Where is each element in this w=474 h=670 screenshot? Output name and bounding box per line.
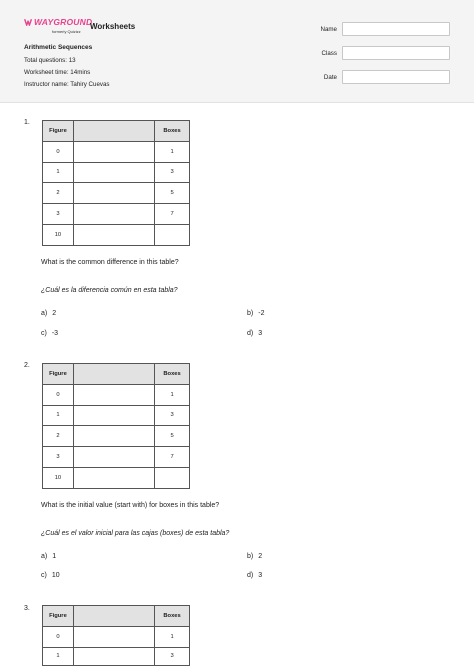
table-row	[43, 162, 190, 183]
brand-title: Worksheets	[90, 22, 136, 31]
option-b[interactable]	[247, 553, 262, 560]
cell	[73, 426, 154, 447]
cell	[155, 467, 190, 488]
header-blank	[73, 364, 154, 385]
option-c[interactable]	[41, 572, 60, 579]
cell	[73, 405, 154, 426]
cell: 3	[155, 405, 190, 426]
cell	[73, 384, 154, 405]
table-row	[43, 405, 190, 426]
cell	[73, 141, 154, 162]
instructor-name: Instructor name: Tahiry Cuevas	[24, 81, 110, 88]
cell	[73, 467, 154, 488]
wayground-logo	[24, 17, 93, 37]
header-figure: Figure	[43, 606, 74, 627]
option-a[interactable]	[41, 553, 56, 560]
cell: 1	[43, 647, 74, 665]
class-label: Class	[321, 50, 337, 57]
option-letter: b)	[247, 310, 254, 317]
cell: 3	[43, 447, 74, 468]
table-row	[43, 204, 190, 225]
cell	[73, 204, 154, 225]
cell: 0	[43, 626, 74, 647]
option-text: 2	[52, 310, 57, 317]
question-text-en: What is the initial value (start with) for boxes in this table?	[41, 502, 220, 509]
figure-boxes-table	[42, 120, 190, 246]
question-number: 3.	[24, 605, 30, 612]
option-letter: a)	[41, 553, 48, 560]
cell: 3	[43, 204, 74, 225]
figure-boxes-table	[42, 605, 190, 666]
option-text: 3	[258, 330, 263, 337]
cell: 0	[43, 141, 74, 162]
question-number: 2.	[24, 362, 30, 369]
table-header-row	[43, 364, 190, 385]
class-field[interactable]	[342, 46, 450, 60]
cell: 7	[155, 204, 190, 225]
header-boxes: Boxes	[155, 364, 190, 385]
cell: 1	[155, 141, 190, 162]
option-c[interactable]	[41, 330, 58, 337]
cell: 10	[43, 467, 74, 488]
option-letter: d)	[247, 572, 254, 579]
worksheet-title: Arithmetic Sequences	[24, 44, 93, 51]
cell	[73, 647, 154, 665]
table-row	[43, 183, 190, 204]
cell	[73, 162, 154, 183]
header-blank	[73, 606, 154, 627]
option-text: 1	[52, 553, 57, 560]
cell	[73, 183, 154, 204]
question-text-es: ¿Cuál es la diferencia común en esta tabla?	[41, 287, 178, 294]
header-blank	[73, 121, 154, 142]
option-d[interactable]	[247, 330, 262, 337]
option-text: -2	[258, 310, 265, 317]
cell: 5	[155, 183, 190, 204]
table-row	[43, 447, 190, 468]
logo-text: WAYGROUND	[34, 17, 93, 27]
option-letter: d)	[247, 330, 254, 337]
option-a[interactable]	[41, 310, 56, 317]
table-row	[43, 426, 190, 447]
cell: 0	[43, 384, 74, 405]
option-text: 2	[258, 553, 263, 560]
question-text-es: ¿Cuál es el valor inicial para las cajas (boxes) de esta tabla?	[41, 530, 230, 537]
cell: 3	[155, 162, 190, 183]
name-label: Name	[320, 26, 337, 33]
cell: 5	[155, 426, 190, 447]
cell: 3	[155, 647, 190, 665]
cell: 7	[155, 447, 190, 468]
date-field[interactable]	[342, 70, 450, 84]
option-d[interactable]	[247, 572, 262, 579]
cell: 1	[43, 405, 74, 426]
table-row	[43, 384, 190, 405]
date-label: Date	[323, 74, 337, 81]
table-row	[43, 467, 190, 488]
header-boxes: Boxes	[155, 606, 190, 627]
cell: 1	[155, 626, 190, 647]
cell: 2	[43, 426, 74, 447]
table-row	[43, 626, 190, 647]
option-letter: c)	[41, 572, 47, 579]
cell: 10	[43, 224, 74, 245]
table-row	[43, 647, 190, 665]
header-figure: Figure	[43, 121, 74, 142]
option-text: -3	[51, 330, 59, 337]
option-letter: b)	[247, 553, 254, 560]
question-number: 1.	[24, 119, 30, 126]
table-header-row	[43, 121, 190, 142]
table-row	[43, 141, 190, 162]
header-figure: Figure	[43, 364, 74, 385]
cell	[73, 447, 154, 468]
cell: 1	[155, 384, 190, 405]
option-letter: a)	[41, 310, 48, 317]
cell	[73, 224, 154, 245]
cell: 2	[43, 183, 74, 204]
logo-subtitle: formerly Quizizz	[52, 29, 81, 34]
figure-boxes-table	[42, 363, 190, 489]
option-text: 10	[51, 572, 60, 579]
table-header-row	[43, 606, 190, 627]
total-questions: Total questions: 13	[24, 57, 76, 64]
cell	[155, 224, 190, 245]
name-field[interactable]	[342, 22, 450, 36]
header-boxes: Boxes	[155, 121, 190, 142]
worksheet-time: Worksheet time: 14mins	[24, 69, 91, 76]
question-text-en: What is the common difference in this table?	[41, 259, 179, 266]
option-text: 3	[258, 572, 263, 579]
option-letter: c)	[41, 330, 47, 337]
table-row	[43, 224, 190, 245]
cell: 1	[43, 162, 74, 183]
logo-mark-icon	[24, 18, 33, 27]
worksheet-header	[0, 0, 474, 103]
option-b[interactable]	[247, 310, 264, 317]
cell	[73, 626, 154, 647]
